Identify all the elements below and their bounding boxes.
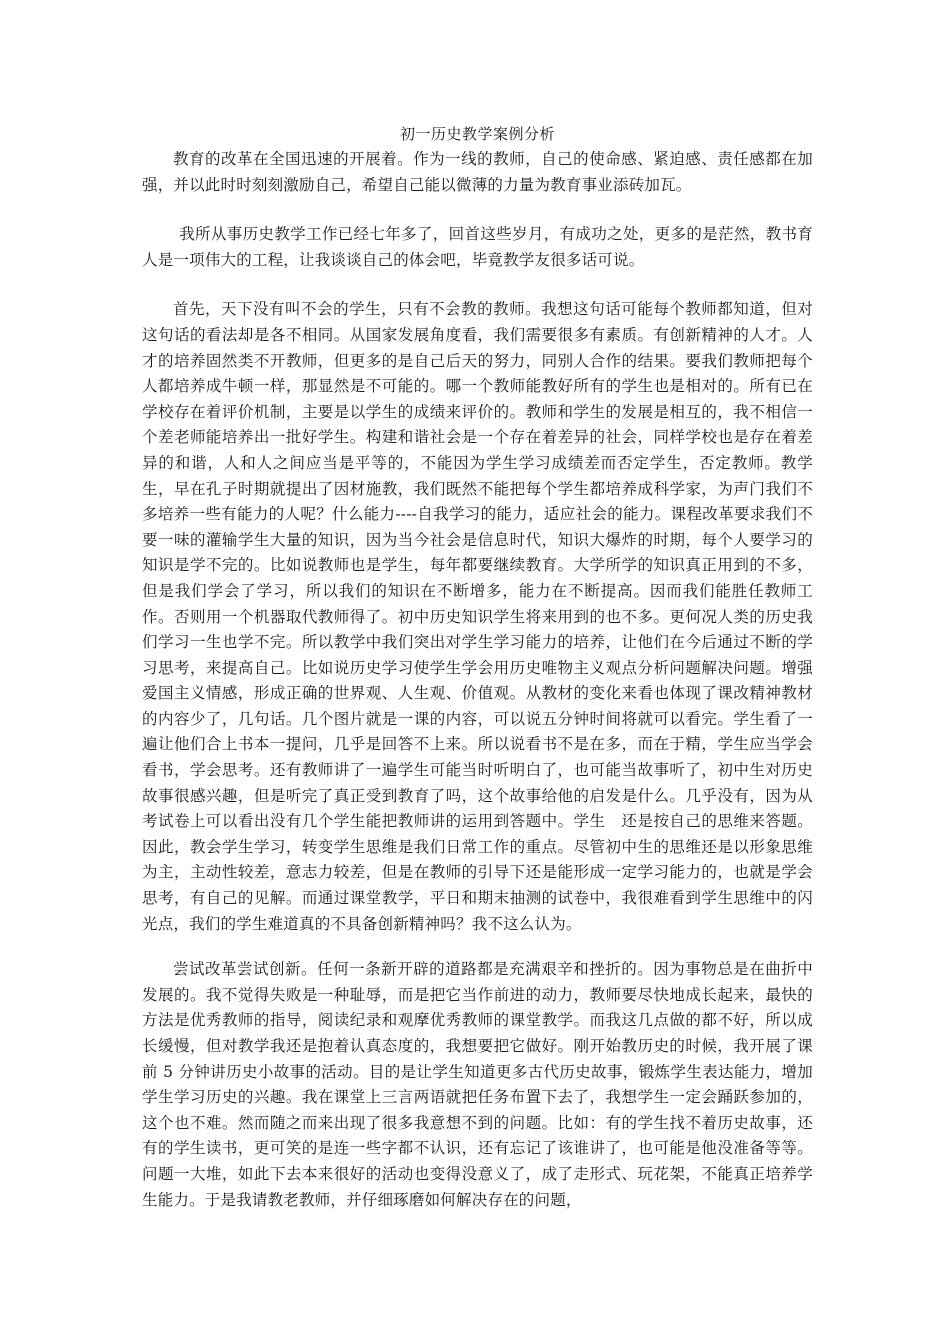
document-title: 初一历史教学案例分析 <box>399 125 555 143</box>
paragraph-reform-attempt: 尝试改革尝试创新。任何一条新开辟的道路都是充满艰辛和挫折的。因为事物总是在曲折中发展的。我不觉得失败是一种耻辱，而是把它当作前进的动力，教师要尽快地成长起来，最快的方法是优秀教师的指导，阅读纪录和观摩优秀教师的课堂教学。而我这几点做的都不好，所以成长缓慢，但对教学我还是抱着认真态度的，我想要把它做好。刚开始教历史的时候，我开展了课前 5 分钟讲历史小故事的活动。目的是让学生知道更多古代历史故事，锻炼学生表达能力，增加学生学习历史的兴趣。我在课堂上三言两语就把任务布置下去了，我想学生一定会踊跃参加的，这个也不难。然而随之而来出现了很多我意想不到的问题。比如：有的学生找不着历史故事，还有的学生读书，更可笑的是连一些字都不认识，还有忘记了该谁讲了，也可能是他没准备等等。问题一大堆，如此下去本来很好的活动也变得没意义了，成了走形式、玩花架，不能真正培养学生能力。于是我请教老教师，并仔细琢磨如何解决存在的问题， <box>142 960 813 1209</box>
paragraph-first-point: 首先，天下没有叫不会的学生，只有不会教的教师。我想这句话可能每个教师都知道，但对这句话的看法却是各不相同。从国家发展角度看，我们需要很多有素质。有创新精神的人才。人才的培养固然类不开教师，但更多的是自己后天的努力，同别人合作的结果。要我们教师把每个人都培养成牛顿一样，那显然是不可能的。哪一个教师能教好所有的学生也是相对的。所有已在学校存在着评价机制，主要是以学生的成绩来评价的。教师和学生的发展是相互的，我不相信一个差老师能培养出一批好学生。构建和谐社会是一个存在着差异的社会，同样学校也是存在着差异的和谐，人和人之间应当是平等的，不能因为学生学习成绩差而否定学生，否定教师。教学生，早在孔子时期就提出了因材施教，我们既然不能把每个学生都培养成科学家，为声门我们不多培养一些有能力的人呢？什么能力----自我学习的能力，适应社会的能力。课程改革要求我们不要一味的灌输学生大量的知识，因为当今社会是信息时代，知识大爆炸的时期，每个人要学习的知识是学不完的。比如说教师也是学生，每年都要继续教育。大学所学的知识真正用到的不多，但是我们学会了学习，所以我们的知识在不断增多，能力在不断提高。因而我们能胜任教师工作。否则用一个机器取代教师得了。初中历史知识学生将来用到的也不多。更何况人类的历史我们学习一生也学不完。所以教学中我们突出对学生学习能力的培养，让他们在今后通过不断的学习思考，来提高自己。比如说历史学习使学生学会用历史唯物主义观点分析问题解决问题。增强爱国主义情感，形成正确的世界观、人生观、价值观。从教材的变化来看也体现了课改精神教材的内容少了，几句话。几个图片就是一课的内容，可以说五分钟时间将就可以看完。学生看了一遍让他们合上书本一提问，几乎是回答不上来。所以说看书不是在多，而在于精，学生应当学会看书，学会思考。还有教师讲了一遍学生可能当时听明白了，也可能当故事听了，初中生对历史故事很感兴趣，但是听完了真正受到教育了吗，这个故事给他的启发是什么。几乎没有，因为从考试卷上可以看出没有几个学生能把教师讲的运用到答题中。学生 还是按自己的思维来答题。因此，教会学生学习，转变学生思维是我们日常工作的重点。尽管初中生的思维还是以形象思维为主，主动性较差，意志力较差，但是在教师的引导下还是能形成一定学习能力的，也就是学会思考，有自己的见解。而通过课堂教学，平日和期末抽测的试卷中，我很难看到学生思维中的闪光点，我们的学生难道真的不具备创新精神吗？我不这么认为。 <box>142 300 813 933</box>
document-body <box>142 122 813 1213</box>
paragraph-intro: 教育的改革在全国迅速的开展着。作为一线的教师，自己的使命感、紧迫感、责任感都在加强，并以此时时刻刻激励自己，希望自己能以微薄的力量为教育事业添砖加瓦。 <box>142 150 813 194</box>
paragraph-experience: 我所从事历史教学工作已经七年多了，回首这些岁月，有成功之处，更多的是茫然，教书育人是一项伟大的工程，让我谈谈自己的体会吧，毕竟教学友很多话可说。 <box>142 225 813 269</box>
